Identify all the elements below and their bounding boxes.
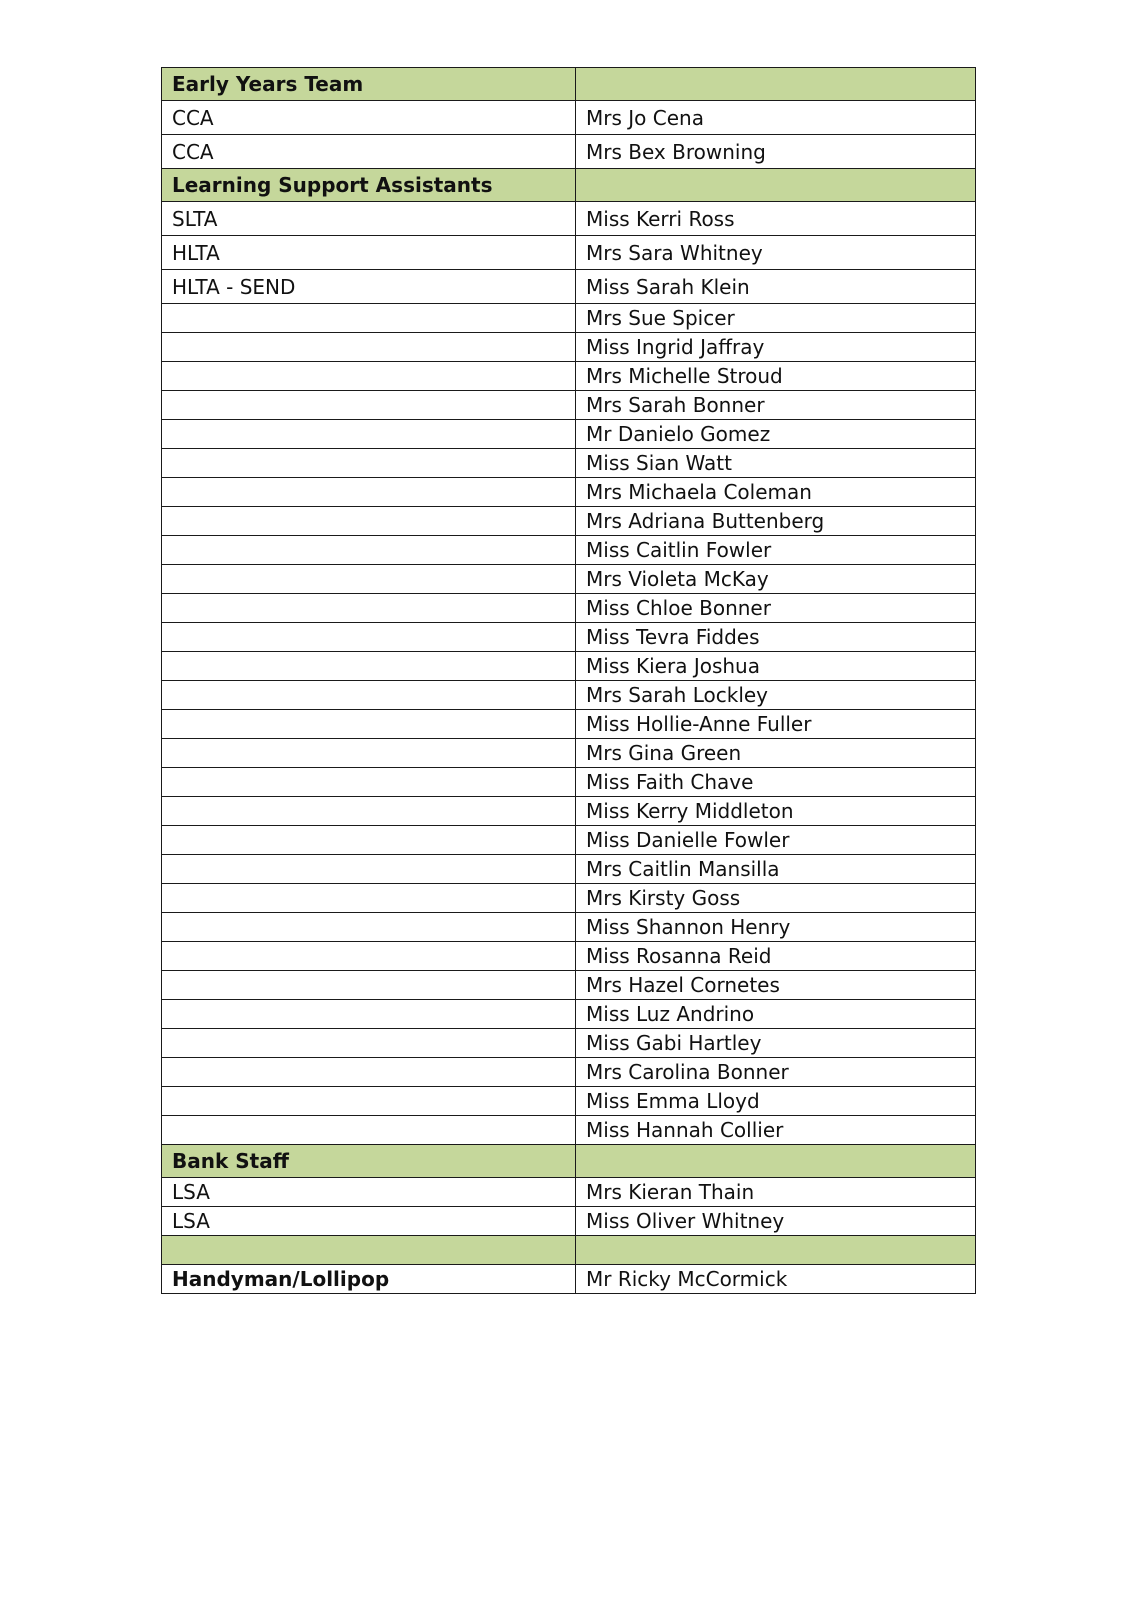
table-row: [162, 594, 976, 623]
name-cell: Miss Tevra Fiddes: [576, 623, 976, 652]
name-cell: Miss Caitlin Fowler: [576, 536, 976, 565]
name-cell: Miss Sian Watt: [576, 449, 976, 478]
name-cell: Mrs Sarah Bonner: [576, 391, 976, 420]
section-title: Learning Support Assistants: [162, 169, 576, 202]
empty-cell: [576, 1145, 976, 1178]
role-cell: [162, 536, 576, 565]
role-cell: [162, 478, 576, 507]
lsa-name-list: [162, 304, 976, 1145]
section-title: Early Years Team: [162, 68, 576, 101]
table-row: [162, 710, 976, 739]
role-cell: [162, 681, 576, 710]
role-cell: [162, 1000, 576, 1029]
name-cell: Miss Oliver Whitney: [576, 1207, 976, 1236]
role-cell: HLTA: [162, 236, 576, 270]
role-cell: [162, 826, 576, 855]
table-row-handyman: [162, 1265, 976, 1294]
role-cell: [162, 739, 576, 768]
table-row: [162, 681, 976, 710]
role-cell: [162, 971, 576, 1000]
name-cell: Mr Danielo Gomez: [576, 420, 976, 449]
role-cell: [162, 942, 576, 971]
role-cell: [162, 797, 576, 826]
role-cell: [162, 449, 576, 478]
empty-cell: [576, 169, 976, 202]
name-cell: Miss Emma Lloyd: [576, 1087, 976, 1116]
table-row: [162, 971, 976, 1000]
table-row: [162, 391, 976, 420]
name-cell: Miss Rosanna Reid: [576, 942, 976, 971]
table-row: [162, 1207, 976, 1236]
role-cell: HLTA - SEND: [162, 270, 576, 304]
table-row: [162, 202, 976, 236]
role-cell: [162, 304, 576, 333]
role-cell: [162, 333, 576, 362]
name-cell: Mrs Jo Cena: [576, 101, 976, 135]
role-cell: [162, 420, 576, 449]
table-row: [162, 1116, 976, 1145]
table-row: [162, 420, 976, 449]
role-cell: CCA: [162, 101, 576, 135]
name-cell: Miss Chloe Bonner: [576, 594, 976, 623]
name-cell: Mrs Violeta McKay: [576, 565, 976, 594]
name-cell: Mrs Kieran Thain: [576, 1178, 976, 1207]
name-cell: Mr Ricky McCormick: [576, 1265, 976, 1294]
table-row: [162, 362, 976, 391]
role-cell: [162, 391, 576, 420]
table-row: [162, 1058, 976, 1087]
table-row: [162, 826, 976, 855]
empty-cell: [162, 1236, 576, 1265]
table-row: [162, 913, 976, 942]
name-cell: Miss Kiera Joshua: [576, 652, 976, 681]
name-cell: Miss Hollie-Anne Fuller: [576, 710, 976, 739]
role-cell: [162, 855, 576, 884]
name-cell: Miss Faith Chave: [576, 768, 976, 797]
role-cell: [162, 1087, 576, 1116]
name-cell: Mrs Michelle Stroud: [576, 362, 976, 391]
table-row: [162, 855, 976, 884]
role-cell: [162, 913, 576, 942]
role-cell: SLTA: [162, 202, 576, 236]
role-cell: [162, 652, 576, 681]
section-spacer: [162, 1236, 976, 1265]
name-cell: Miss Gabi Hartley: [576, 1029, 976, 1058]
name-cell: Mrs Sarah Lockley: [576, 681, 976, 710]
table-row: [162, 1178, 976, 1207]
staff-table: [161, 67, 976, 1294]
name-cell: Mrs Gina Green: [576, 739, 976, 768]
role-cell: [162, 623, 576, 652]
table-row: [162, 1029, 976, 1058]
role-cell: [162, 884, 576, 913]
name-cell: Miss Kerri Ross: [576, 202, 976, 236]
role-cell: [162, 594, 576, 623]
name-cell: Miss Danielle Fowler: [576, 826, 976, 855]
table-row: [162, 652, 976, 681]
role-cell: [162, 1116, 576, 1145]
role-cell: LSA: [162, 1207, 576, 1236]
table-row: [162, 797, 976, 826]
table-row: [162, 768, 976, 797]
name-cell: Mrs Michaela Coleman: [576, 478, 976, 507]
section-header-early-years: [162, 68, 976, 101]
role-cell: Handyman/Lollipop: [162, 1265, 576, 1294]
role-cell: [162, 710, 576, 739]
name-cell: Mrs Sue Spicer: [576, 304, 976, 333]
name-cell: Miss Ingrid Jaffray: [576, 333, 976, 362]
name-cell: Mrs Sara Whitney: [576, 236, 976, 270]
section-header-lsa: [162, 169, 976, 202]
name-cell: Mrs Carolina Bonner: [576, 1058, 976, 1087]
table-row: [162, 942, 976, 971]
table-row: [162, 270, 976, 304]
name-cell: Miss Luz Andrino: [576, 1000, 976, 1029]
table-row: [162, 536, 976, 565]
table-row: [162, 1000, 976, 1029]
name-cell: Miss Sarah Klein: [576, 270, 976, 304]
role-cell: [162, 1029, 576, 1058]
role-cell: [162, 507, 576, 536]
table-row: [162, 739, 976, 768]
name-cell: Mrs Bex Browning: [576, 135, 976, 169]
table-row: [162, 236, 976, 270]
role-cell: [162, 362, 576, 391]
name-cell: Miss Hannah Collier: [576, 1116, 976, 1145]
table-row: [162, 304, 976, 333]
name-cell: Miss Shannon Henry: [576, 913, 976, 942]
table-row: [162, 623, 976, 652]
table-row: [162, 101, 976, 135]
name-cell: Mrs Hazel Cornetes: [576, 971, 976, 1000]
table-row: [162, 1087, 976, 1116]
table-row: [162, 478, 976, 507]
section-header-bank-staff: [162, 1145, 976, 1178]
role-cell: CCA: [162, 135, 576, 169]
name-cell: Mrs Caitlin Mansilla: [576, 855, 976, 884]
role-cell: [162, 1058, 576, 1087]
table-row: [162, 565, 976, 594]
name-cell: Miss Kerry Middleton: [576, 797, 976, 826]
name-cell: Mrs Kirsty Goss: [576, 884, 976, 913]
role-cell: [162, 565, 576, 594]
table-row: [162, 135, 976, 169]
table-row: [162, 507, 976, 536]
empty-cell: [576, 68, 976, 101]
table-row: [162, 884, 976, 913]
role-cell: [162, 768, 576, 797]
table-row: [162, 449, 976, 478]
role-cell: LSA: [162, 1178, 576, 1207]
table-row: [162, 333, 976, 362]
empty-cell: [576, 1236, 976, 1265]
section-title: Bank Staff: [162, 1145, 576, 1178]
name-cell: Mrs Adriana Buttenberg: [576, 507, 976, 536]
